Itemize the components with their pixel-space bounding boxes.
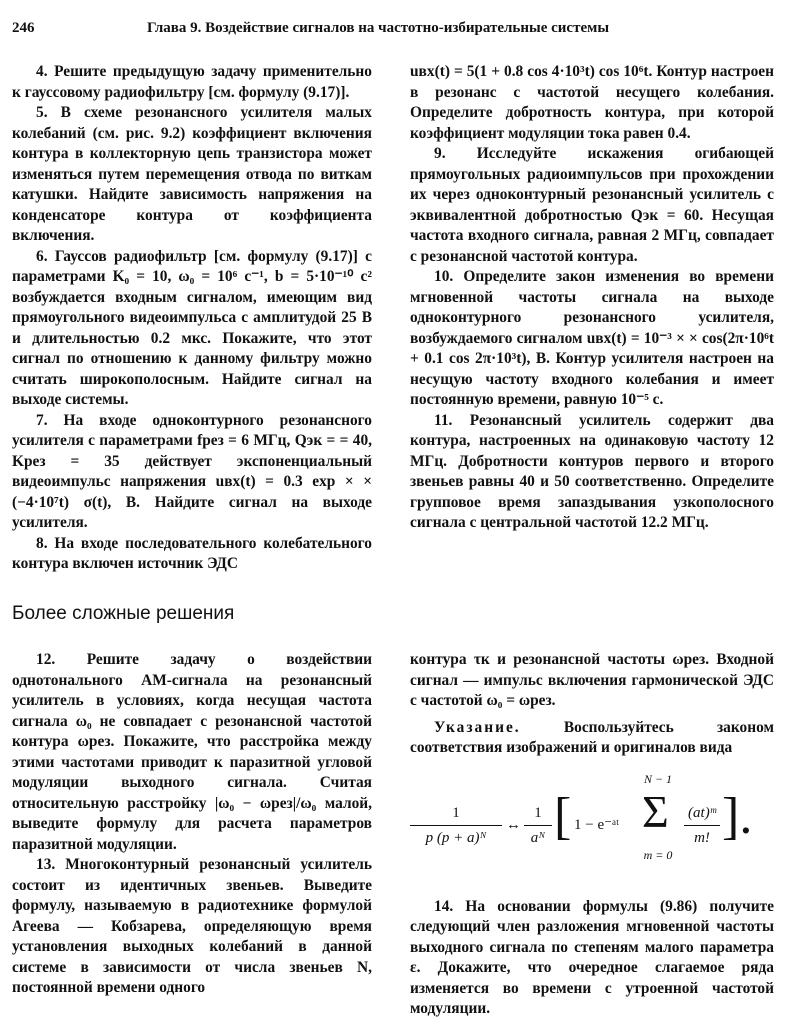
formula-lhs-denominator: p (p + a)ᴺ bbox=[425, 829, 487, 846]
laplace-formula bbox=[410, 765, 774, 893]
problem-8-continuation: uвх(t) = 5(1 + 0.8 cos 4·10³t) cos 10⁶t. Контур настроен в резонанс с частотой несущего колебания. Определите добротность контура, при которой коэффициент модуляции тока равен 0.4. bbox=[410, 63, 774, 142]
problem-13-continuation: контура τк и резонансной частоты ωрез. Входной сигнал — импульс включения гармонической ЭДС с частотой ω₀ = ωрез. bbox=[410, 651, 774, 709]
formula-sum-lower: m = 0 bbox=[643, 847, 673, 862]
problem-14: 14. На основании формулы (9.86) получите следующий член разложения мгновенной частоты выходного сигнала по степеням малого параметра ε. Докажите, что очередное слагаемое ряда изменяется во времени с утроенной частотой модуляции. bbox=[410, 897, 774, 1017]
problem-13: 13. Многоконтурный резонансный усилитель состоит из идентичных звеньев. Выведите формулу, называемую в радиотехнике формулой Агеева — Кобзарева, определяющую время установления выходных колебаний в данной системе в зависимости от числа звеньев N, постоянной времени одного bbox=[12, 856, 372, 996]
problem-5: 5. В схеме резонансного усилителя малых колебаний (см. рис. 9.2) коэффициент включения контура в коллекторную цепь транзистора может изменяться путем перемещения отвода по виткам катушки. Найдите зависимость напряжения на конденсаторе контура от коэффициента включения. bbox=[12, 104, 372, 244]
problem-12: 12. Решите задачу о воздействии однотонального АМ-сигнала на резонансный усилитель в условиях, когда несущая частота сигнала ω₀ не совпадает с резонансной частотой контура ωрез. Покажите, что расстройка между этими частотами приводит к паразитной угловой модуляции выходного сигнала. Считая относительную расстройку |ω₀ − ωрез|/ω₀ малой, выведите формулу для расчета параметров паразитной модуляции. bbox=[12, 651, 372, 853]
formula-sum-upper: N − 1 bbox=[643, 771, 673, 786]
formula-rhs-fraction-bar bbox=[524, 825, 552, 826]
formula-inner-start: 1 − e⁻ᵃᵗ bbox=[574, 816, 620, 833]
formula-bracket-open: [ bbox=[554, 787, 572, 845]
hint-label: Указание. bbox=[434, 718, 521, 736]
problem-11: 11. Резонансный усилитель содержит два контура, настроенных на одинаковую частоту 12 МГц. Добротности контуров первого и второго звеньев равны 40 и 50 соответственно. Определите групповое время запаздывания узкополосного сигнала с центральной частотой 12.2 МГц. bbox=[410, 411, 774, 531]
top-right-column bbox=[410, 62, 774, 534]
problem-8: 8. На входе последовательного колебательного контура включен источник ЭДС bbox=[12, 534, 372, 572]
hint-text: Воспользуйтесь законом соответствия изображений и оригиналов вида bbox=[410, 718, 774, 756]
problem-4: 4. Решите предыдущую задачу применительно к гауссовому радиофильтру [см. формулу (9.17)]. bbox=[12, 63, 372, 101]
page-header bbox=[12, 20, 788, 44]
formula-lhs-numerator: 1 bbox=[452, 804, 460, 821]
problem-7: 7. На входе одноконтурного резонансного усилителя с параметрами fрез = 6 МГц, Qэк = = 40, Kрез = 35 действует экспоненциальный видеоимпульс напряжения uвх(t) = 0.3 exp × × (−4·10⁷t) σ(t), В. Найдите сигнал на выходе усилителя. bbox=[12, 411, 372, 531]
bottom-left-column bbox=[12, 650, 372, 999]
formula-rhs-denominator: aᴺ bbox=[530, 829, 546, 846]
formula-term-fraction-bar bbox=[684, 825, 720, 826]
top-left-column bbox=[12, 62, 372, 575]
formula-term-numerator: (at)ᵐ bbox=[688, 804, 716, 821]
formula-term-denominator: m! bbox=[694, 829, 710, 846]
problem-10: 10. Определите закон изменения во времени мгновенной частоты сигнала на выходе одноконтурного резонансного усилителя, возбуждаемого сигналом uвх(t) = 10⁻³ × × cos(2π·10⁶t + 0.1 cos 2π·10³t), В. Контур усилителя настроен на несущую частоту входного колебания и имеет постоянную времени, равную 10⁻⁵ с. bbox=[410, 268, 774, 408]
formula-rhs-numerator: 1 bbox=[534, 804, 542, 821]
page-number: 246 bbox=[12, 20, 35, 36]
chapter-title: Глава 9. Воздействие сигналов на частотно-избирательные системы bbox=[147, 20, 610, 36]
problem-9: 9. Исследуйте искажения огибающей прямоугольных радиоимпульсов при прохождении их через одноконтурный резонансный усилитель с эквивалентной добротностью Qэк = 60. Несущая частота входного сигнала, равная 2 МГц, совпадает с резонансной частотой контура. bbox=[410, 145, 774, 265]
hint bbox=[410, 718, 774, 759]
formula-bracket-close: ]. bbox=[722, 787, 753, 845]
formula-arrow: ↔ bbox=[506, 816, 521, 833]
formula-lhs-fraction-bar bbox=[410, 825, 502, 826]
bottom-right-column bbox=[410, 650, 774, 1020]
problem-6: 6. Гауссов радиофильтр [см. формулу (9.17)] с параметрами K₀ = 10, ω₀ = 10⁶ с⁻¹, b = 5·10⁻¹⁰ с² возбуждается входным сигналом, имеющим вид прямоугольного видеоимпульса с амплитудой 25 В и длительностью 0.2 мкс. Покажите, что этот сигнал по отношению к данному фильтру можно считать широкополосным. Найдите сигнал на выходе системы. bbox=[12, 247, 372, 408]
section-title: Более сложные решения bbox=[12, 603, 235, 624]
formula-sum-symbol: Σ bbox=[642, 785, 669, 837]
